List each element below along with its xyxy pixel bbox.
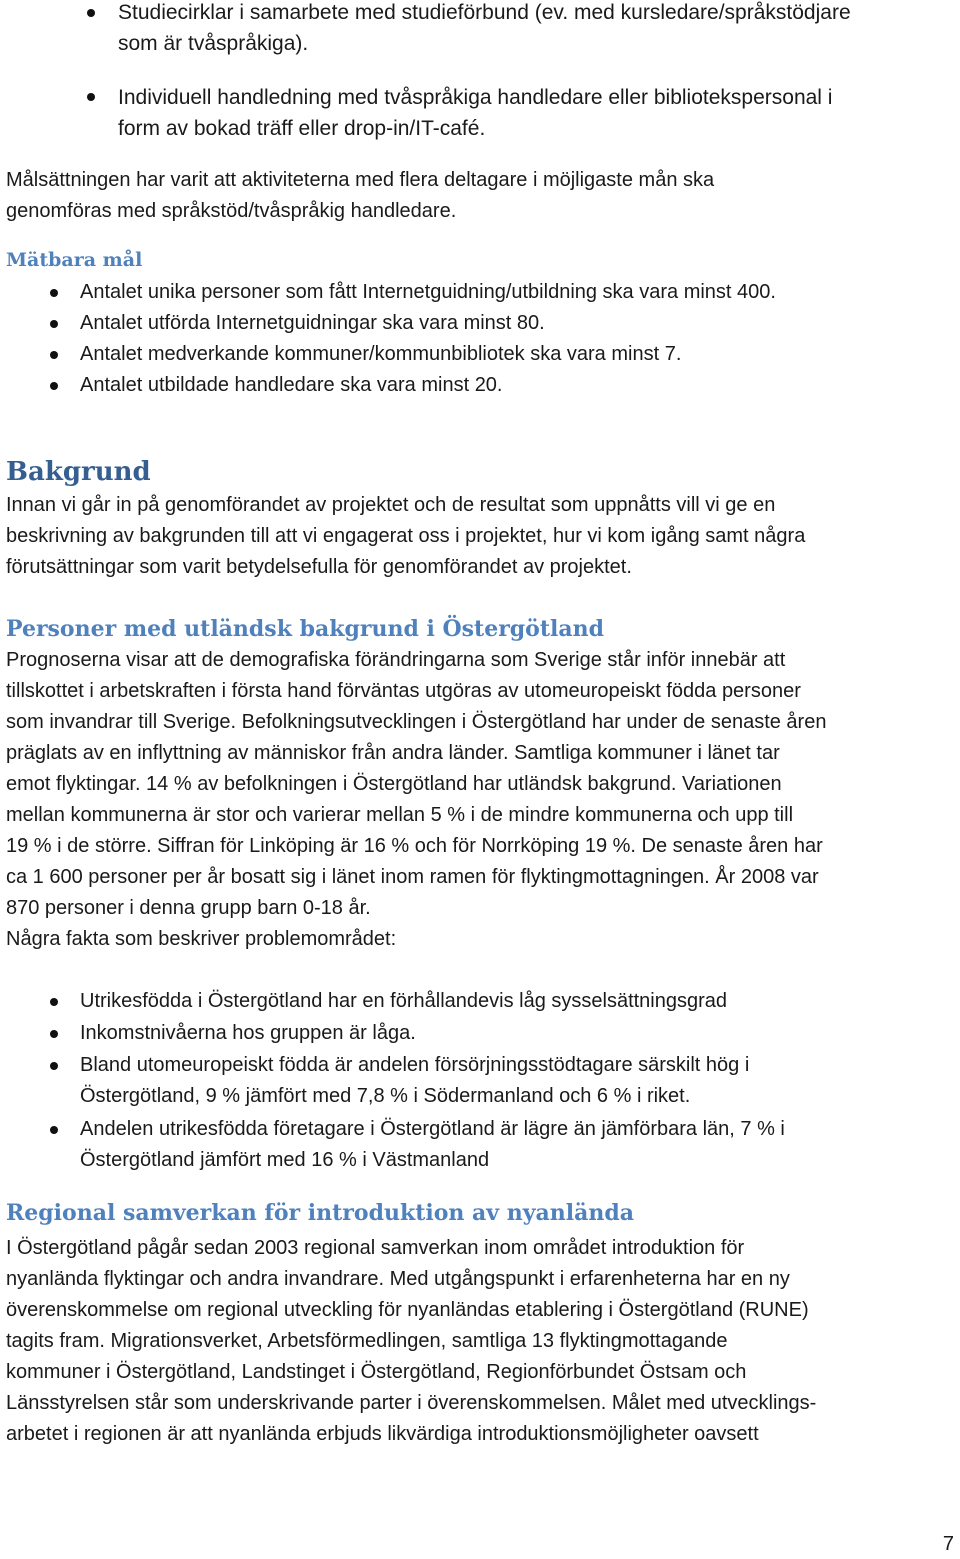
section-heading: Personer med utländsk bakgrund i Östergötland [6, 616, 605, 642]
paragraph-line: Målsättningen har varit att aktiviteterna med flera deltagare i möjligaste mån ska [6, 169, 715, 191]
bullet-dot [50, 382, 58, 390]
list-item: Antalet utbildade handledare ska vara minst 20. [80, 374, 503, 396]
list-item: Antalet utförda Internetguidningar ska vara minst 80. [80, 312, 545, 334]
section-heading: Bakgrund [6, 457, 151, 487]
list-item: Bland utomeuropeiskt födda är andelen försörjningsstödtagare särskilt hög i [80, 1054, 750, 1076]
bullet-dot [50, 998, 58, 1006]
paragraph-line: emot flyktingar. 14 % av befolkningen i Östergötland har utländsk bakgrund. Variationen [6, 773, 782, 795]
paragraph-line: arbetet i regionen är att nyanlända erbjuds likvärdiga introduktionsmöjligheter oavsett [6, 1423, 759, 1445]
paragraph-line: nyanlända flyktingar och andra invandrare. Med utgångspunkt i erfarenheterna har en ny [6, 1268, 790, 1290]
bullet-dot [87, 9, 95, 17]
paragraph-line: beskrivning av bakgrunden till att vi engagerat oss i projektet, hur vi kom igång samt några [6, 525, 806, 547]
bullet-dot [50, 1030, 58, 1038]
list-item: Utrikesfödda i Östergötland har en förhållandevis låg sysselsättningsgrad [80, 990, 728, 1012]
paragraph-line: genomföras med språkstöd/tvåspråkig handledare. [6, 200, 457, 222]
list-item: Inkomstnivåerna hos gruppen är låga. [80, 1022, 416, 1044]
list-item: Andelen utrikesfödda företagare i Östergötland är lägre än jämförbara län, 7 % i [80, 1118, 785, 1140]
paragraph-line: som invandrar till Sverige. Befolkningsutvecklingen i Östergötland har under de senaste åren [6, 711, 827, 733]
list-item: Studiecirklar i samarbete med studieförbund (ev. med kursledare/språkstödjare [118, 1, 851, 24]
paragraph-line: mellan kommunerna är stor och varierar mellan 5 % i de mindre kommunerna och upp till [6, 804, 794, 826]
bullet-dot [50, 1126, 58, 1134]
paragraph-line: tillskottet i arbetskraften i första hand förväntas utgöras av utomeuropeiskt födda personer [6, 680, 801, 702]
paragraph-line: kommuner i Östergötland, Landstinget i Östergötland, Regionförbundet Östsam och [6, 1361, 747, 1383]
bullet-dot [50, 1062, 58, 1070]
list-item-continuation: form av bokad träff eller drop-in/IT-café. [118, 117, 486, 140]
list-item-continuation: Östergötland jämfört med 16 % i Västmanland [80, 1149, 490, 1171]
paragraph-line: överenskommelse om regional utveckling för nyanländas etablering i Östergötland (RUNE) [6, 1299, 809, 1321]
paragraph-line: Några fakta som beskriver problemområdet: [6, 928, 397, 950]
paragraph-line: Prognoserna visar att de demografiska förändringarna som Sverige står inför innebär att [6, 649, 786, 671]
paragraph-line: präglats av en inflyttning av människor från andra länder. Samtliga kommuner i länet tar [6, 742, 780, 764]
bullet-dot [50, 289, 58, 297]
list-item: Individuell handledning med tvåspråkiga handledare eller bibliotekspersonal i [118, 86, 833, 109]
paragraph-line: 19 % i de större. Siffran för Linköping är 16 % och för Norrköping 19 %. De senaste åren har [6, 835, 823, 857]
paragraph-line: Innan vi går in på genomförandet av projektet och de resultat som uppnåtts vill vi ge en [6, 494, 776, 516]
bullet-dot [50, 351, 58, 359]
paragraph-line: 870 personer i denna grupp barn 0-18 år. [6, 897, 371, 919]
paragraph-line: ca 1 600 personer per år bosatt sig i länet inom ramen för flyktingmottagningen. År 2008 var [6, 866, 819, 888]
paragraph-line: tagits fram. Migrationsverket, Arbetsförmedlingen, samtliga 13 flyktingmottagande [6, 1330, 728, 1352]
list-item-continuation: Östergötland, 9 % jämfört med 7,8 % i Södermanland och 6 % i riket. [80, 1085, 691, 1107]
page-number: 7 [942, 1533, 954, 1555]
list-item: Antalet unika personer som fått Internetguidning/utbildning ska vara minst 400. [80, 281, 776, 303]
section-heading: Regional samverkan för introduktion av nyanlända [6, 1200, 635, 1226]
bullet-dot [50, 320, 58, 328]
bullet-dot [87, 93, 95, 101]
list-item: Antalet medverkande kommuner/kommunbibliotek ska vara minst 7. [80, 343, 682, 365]
paragraph-line: förutsättningar som varit betydelsefulla för genomförandet av projektet. [6, 556, 632, 578]
list-item-continuation: som är tvåspråkiga). [118, 32, 309, 55]
paragraph-line: I Östergötland pågår sedan 2003 regional samverkan inom området introduktion för [6, 1237, 745, 1259]
paragraph-line: Länsstyrelsen står som underskrivande parter i överenskommelsen. Målet med utvecklings- [6, 1392, 817, 1414]
section-subheading: Mätbara mål [6, 249, 143, 271]
